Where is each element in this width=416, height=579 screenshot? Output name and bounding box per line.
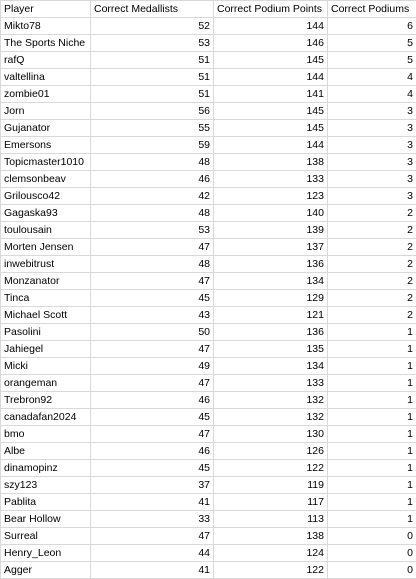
correct-medallists-cell[interactable]: 52 bbox=[91, 18, 214, 35]
correct-medallists-cell[interactable]: 59 bbox=[91, 137, 214, 154]
correct-podium-points-cell[interactable]: 132 bbox=[214, 409, 328, 426]
correct-podiums-cell[interactable]: 2 bbox=[328, 290, 416, 307]
table-row bbox=[1, 171, 416, 188]
correct-podium-points-cell[interactable]: 138 bbox=[214, 528, 328, 545]
correct-podiums-cell[interactable]: 2 bbox=[328, 256, 416, 273]
correct-podium-points-cell[interactable]: 121 bbox=[214, 307, 328, 324]
header-row bbox=[1, 1, 416, 18]
correct-medallists-cell[interactable]: 33 bbox=[91, 511, 214, 528]
correct-podiums-cell[interactable]: 2 bbox=[328, 273, 416, 290]
correct-podiums-cell[interactable]: 1 bbox=[328, 443, 416, 460]
correct-podiums-cell[interactable]: 3 bbox=[328, 120, 416, 137]
correct-podiums-cell[interactable]: 3 bbox=[328, 188, 416, 205]
correct-medallists-cell[interactable]: 47 bbox=[91, 426, 214, 443]
correct-podiums-cell[interactable]: 1 bbox=[328, 392, 416, 409]
player-cell[interactable]: Gujanator bbox=[1, 120, 91, 137]
correct-podium-points-cell[interactable]: 122 bbox=[214, 460, 328, 477]
player-cell[interactable]: Michael Scott bbox=[1, 307, 91, 324]
correct-podiums-cell[interactable]: 1 bbox=[328, 341, 416, 358]
correct-medallists-cell[interactable]: 48 bbox=[91, 154, 214, 171]
correct-podium-points-cell[interactable]: 123 bbox=[214, 188, 328, 205]
correct-podiums-cell[interactable]: 1 bbox=[328, 375, 416, 392]
player-cell[interactable]: Surreal bbox=[1, 528, 91, 545]
correct-podium-points-cell[interactable]: 137 bbox=[214, 239, 328, 256]
table-row bbox=[1, 52, 416, 69]
player-cell[interactable]: Pasolini bbox=[1, 324, 91, 341]
correct-podiums-cell[interactable]: 2 bbox=[328, 222, 416, 239]
correct-medallists-cell[interactable]: 48 bbox=[91, 256, 214, 273]
correct-podium-points-cell[interactable]: 133 bbox=[214, 171, 328, 188]
table-row bbox=[1, 494, 416, 511]
correct-medallists-cell[interactable]: 42 bbox=[91, 188, 214, 205]
correct-podium-points-cell[interactable]: 126 bbox=[214, 443, 328, 460]
correct-podium-points-cell[interactable]: 145 bbox=[214, 52, 328, 69]
table-row bbox=[1, 69, 416, 86]
correct-medallists-cell[interactable]: 56 bbox=[91, 103, 214, 120]
correct-podiums-cell[interactable]: 1 bbox=[328, 409, 416, 426]
correct-podiums-cell[interactable]: 1 bbox=[328, 460, 416, 477]
player-cell[interactable]: Albe bbox=[1, 443, 91, 460]
player-cell[interactable]: Tinca bbox=[1, 290, 91, 307]
correct-podium-points-cell[interactable]: 119 bbox=[214, 477, 328, 494]
player-cell[interactable]: clemsonbeav bbox=[1, 171, 91, 188]
table-row bbox=[1, 273, 416, 290]
correct-podiums-cell[interactable]: 5 bbox=[328, 35, 416, 52]
player-cell[interactable]: Emersons bbox=[1, 137, 91, 154]
player-cell[interactable]: Grilousco42 bbox=[1, 188, 91, 205]
correct-medallists-cell[interactable]: 46 bbox=[91, 392, 214, 409]
correct-medallists-cell[interactable]: 53 bbox=[91, 222, 214, 239]
correct-podium-points-cell[interactable]: 117 bbox=[214, 494, 328, 511]
correct-podiums-cell[interactable]: 5 bbox=[328, 52, 416, 69]
player-cell[interactable]: dinamopinz bbox=[1, 460, 91, 477]
correct-podiums-cell[interactable]: 0 bbox=[328, 528, 416, 545]
table-row bbox=[1, 154, 416, 171]
correct-podium-points-cell[interactable]: 130 bbox=[214, 426, 328, 443]
player-cell[interactable]: valtellina bbox=[1, 69, 91, 86]
correct-medallists-cell[interactable]: 41 bbox=[91, 562, 214, 579]
table-row bbox=[1, 120, 416, 137]
correct-medallists-cell[interactable]: 53 bbox=[91, 35, 214, 52]
header-player[interactable]: Player bbox=[1, 1, 91, 18]
correct-medallists-cell[interactable]: 45 bbox=[91, 290, 214, 307]
correct-podium-points-cell[interactable]: 146 bbox=[214, 35, 328, 52]
correct-podium-points-cell[interactable]: 140 bbox=[214, 205, 328, 222]
correct-medallists-cell[interactable]: 45 bbox=[91, 409, 214, 426]
player-cell[interactable]: Gagaska93 bbox=[1, 205, 91, 222]
correct-medallists-cell[interactable]: 47 bbox=[91, 528, 214, 545]
table-row bbox=[1, 460, 416, 477]
player-cell[interactable]: canadafan2024 bbox=[1, 409, 91, 426]
correct-podiums-cell[interactable]: 2 bbox=[328, 239, 416, 256]
correct-medallists-cell[interactable]: 46 bbox=[91, 171, 214, 188]
player-cell[interactable]: Bear Hollow bbox=[1, 511, 91, 528]
player-cell[interactable]: Mikto78 bbox=[1, 18, 91, 35]
correct-podiums-cell[interactable]: 1 bbox=[328, 511, 416, 528]
correct-podiums-cell[interactable]: 2 bbox=[328, 307, 416, 324]
correct-medallists-cell[interactable]: 55 bbox=[91, 120, 214, 137]
table-row bbox=[1, 528, 416, 545]
table-row bbox=[1, 358, 416, 375]
correct-podium-points-cell[interactable]: 145 bbox=[214, 103, 328, 120]
player-cell[interactable]: toulousain bbox=[1, 222, 91, 239]
player-cell[interactable]: inwebitrust bbox=[1, 256, 91, 273]
table-row bbox=[1, 443, 416, 460]
correct-podiums-cell[interactable]: 4 bbox=[328, 86, 416, 103]
correct-podium-points-cell[interactable]: 136 bbox=[214, 324, 328, 341]
correct-podiums-cell[interactable]: 3 bbox=[328, 154, 416, 171]
player-cell[interactable]: orangeman bbox=[1, 375, 91, 392]
correct-medallists-cell[interactable]: 41 bbox=[91, 494, 214, 511]
table-header bbox=[1, 1, 416, 18]
table-row bbox=[1, 103, 416, 120]
table-row bbox=[1, 324, 416, 341]
table-row bbox=[1, 86, 416, 103]
correct-podiums-cell[interactable]: 1 bbox=[328, 426, 416, 443]
correct-podium-points-cell[interactable]: 132 bbox=[214, 392, 328, 409]
correct-podiums-cell[interactable]: 3 bbox=[328, 171, 416, 188]
correct-podium-points-cell[interactable]: 139 bbox=[214, 222, 328, 239]
correct-medallists-cell[interactable]: 44 bbox=[91, 545, 214, 562]
correct-medallists-cell[interactable]: 47 bbox=[91, 341, 214, 358]
correct-medallists-cell[interactable]: 51 bbox=[91, 52, 214, 69]
table-row bbox=[1, 562, 416, 579]
correct-podium-points-cell[interactable]: 141 bbox=[214, 86, 328, 103]
correct-podium-points-cell[interactable]: 124 bbox=[214, 545, 328, 562]
correct-medallists-cell[interactable]: 50 bbox=[91, 324, 214, 341]
correct-podium-points-cell[interactable]: 144 bbox=[214, 137, 328, 154]
table-row bbox=[1, 137, 416, 154]
table-row bbox=[1, 290, 416, 307]
correct-podiums-cell[interactable]: 3 bbox=[328, 103, 416, 120]
table-row bbox=[1, 511, 416, 528]
table-body bbox=[1, 18, 416, 579]
player-cell[interactable]: The Sports Niche bbox=[1, 35, 91, 52]
correct-podium-points-cell[interactable]: 144 bbox=[214, 69, 328, 86]
correct-podium-points-cell[interactable]: 145 bbox=[214, 120, 328, 137]
table-row bbox=[1, 409, 416, 426]
table-row bbox=[1, 375, 416, 392]
correct-podium-points-cell[interactable]: 134 bbox=[214, 358, 328, 375]
player-cell[interactable]: Jorn bbox=[1, 103, 91, 120]
table-row bbox=[1, 35, 416, 52]
player-cell[interactable]: Trebron92 bbox=[1, 392, 91, 409]
correct-podium-points-cell[interactable]: 122 bbox=[214, 562, 328, 579]
table-row bbox=[1, 307, 416, 324]
correct-medallists-cell[interactable]: 47 bbox=[91, 273, 214, 290]
correct-medallists-cell[interactable]: 51 bbox=[91, 86, 214, 103]
correct-medallists-cell[interactable]: 46 bbox=[91, 443, 214, 460]
correct-podiums-cell[interactable]: 1 bbox=[328, 324, 416, 341]
correct-podium-points-cell[interactable]: 134 bbox=[214, 273, 328, 290]
correct-podium-points-cell[interactable]: 138 bbox=[214, 154, 328, 171]
table-row bbox=[1, 239, 416, 256]
table-row bbox=[1, 477, 416, 494]
player-cell[interactable]: Henry_Leon bbox=[1, 545, 91, 562]
correct-podiums-cell[interactable]: 1 bbox=[328, 358, 416, 375]
correct-podium-points-cell[interactable]: 129 bbox=[214, 290, 328, 307]
table-row bbox=[1, 545, 416, 562]
correct-podium-points-cell[interactable]: 136 bbox=[214, 256, 328, 273]
correct-podiums-cell[interactable]: 3 bbox=[328, 137, 416, 154]
correct-podium-points-cell[interactable]: 135 bbox=[214, 341, 328, 358]
player-cell[interactable]: bmo bbox=[1, 426, 91, 443]
player-cell[interactable]: Agger bbox=[1, 562, 91, 579]
correct-podium-points-cell[interactable]: 133 bbox=[214, 375, 328, 392]
correct-medallists-cell[interactable]: 49 bbox=[91, 358, 214, 375]
table-row bbox=[1, 18, 416, 35]
table-row bbox=[1, 222, 416, 239]
correct-medallists-cell[interactable]: 47 bbox=[91, 375, 214, 392]
table-row bbox=[1, 188, 416, 205]
correct-podiums-cell[interactable]: 0 bbox=[328, 545, 416, 562]
correct-podiums-cell[interactable]: 0 bbox=[328, 562, 416, 579]
correct-medallists-cell[interactable]: 47 bbox=[91, 239, 214, 256]
correct-podiums-cell[interactable]: 1 bbox=[328, 494, 416, 511]
player-cell[interactable]: Micki bbox=[1, 358, 91, 375]
correct-medallists-cell[interactable]: 37 bbox=[91, 477, 214, 494]
correct-medallists-cell[interactable]: 51 bbox=[91, 69, 214, 86]
player-cell[interactable]: Pablita bbox=[1, 494, 91, 511]
player-cell[interactable]: Morten Jensen bbox=[1, 239, 91, 256]
table-row bbox=[1, 256, 416, 273]
table-row bbox=[1, 341, 416, 358]
header-correct-podium-points[interactable]: Correct Podium Points bbox=[214, 1, 328, 18]
player-cell[interactable]: rafQ bbox=[1, 52, 91, 69]
player-cell[interactable]: szy123 bbox=[1, 477, 91, 494]
table-row bbox=[1, 392, 416, 409]
player-cell[interactable]: Jahiegel bbox=[1, 341, 91, 358]
correct-podium-points-cell[interactable]: 113 bbox=[214, 511, 328, 528]
correct-podium-points-cell[interactable]: 144 bbox=[214, 18, 328, 35]
player-cell[interactable]: zombie01 bbox=[1, 86, 91, 103]
player-cell[interactable]: Topicmaster1010 bbox=[1, 154, 91, 171]
table-row bbox=[1, 205, 416, 222]
header-correct-medallists[interactable]: Correct Medallists bbox=[91, 1, 214, 18]
correct-podiums-cell[interactable]: 1 bbox=[328, 477, 416, 494]
correct-podiums-cell[interactable]: 6 bbox=[328, 18, 416, 35]
player-cell[interactable]: Monzanator bbox=[1, 273, 91, 290]
correct-podiums-cell[interactable]: 4 bbox=[328, 69, 416, 86]
correct-medallists-cell[interactable]: 48 bbox=[91, 205, 214, 222]
header-correct-podiums[interactable]: Correct Podiums bbox=[328, 1, 416, 18]
correct-medallists-cell[interactable]: 43 bbox=[91, 307, 214, 324]
table-row bbox=[1, 426, 416, 443]
correct-podiums-cell[interactable]: 2 bbox=[328, 205, 416, 222]
correct-medallists-cell[interactable]: 45 bbox=[91, 460, 214, 477]
